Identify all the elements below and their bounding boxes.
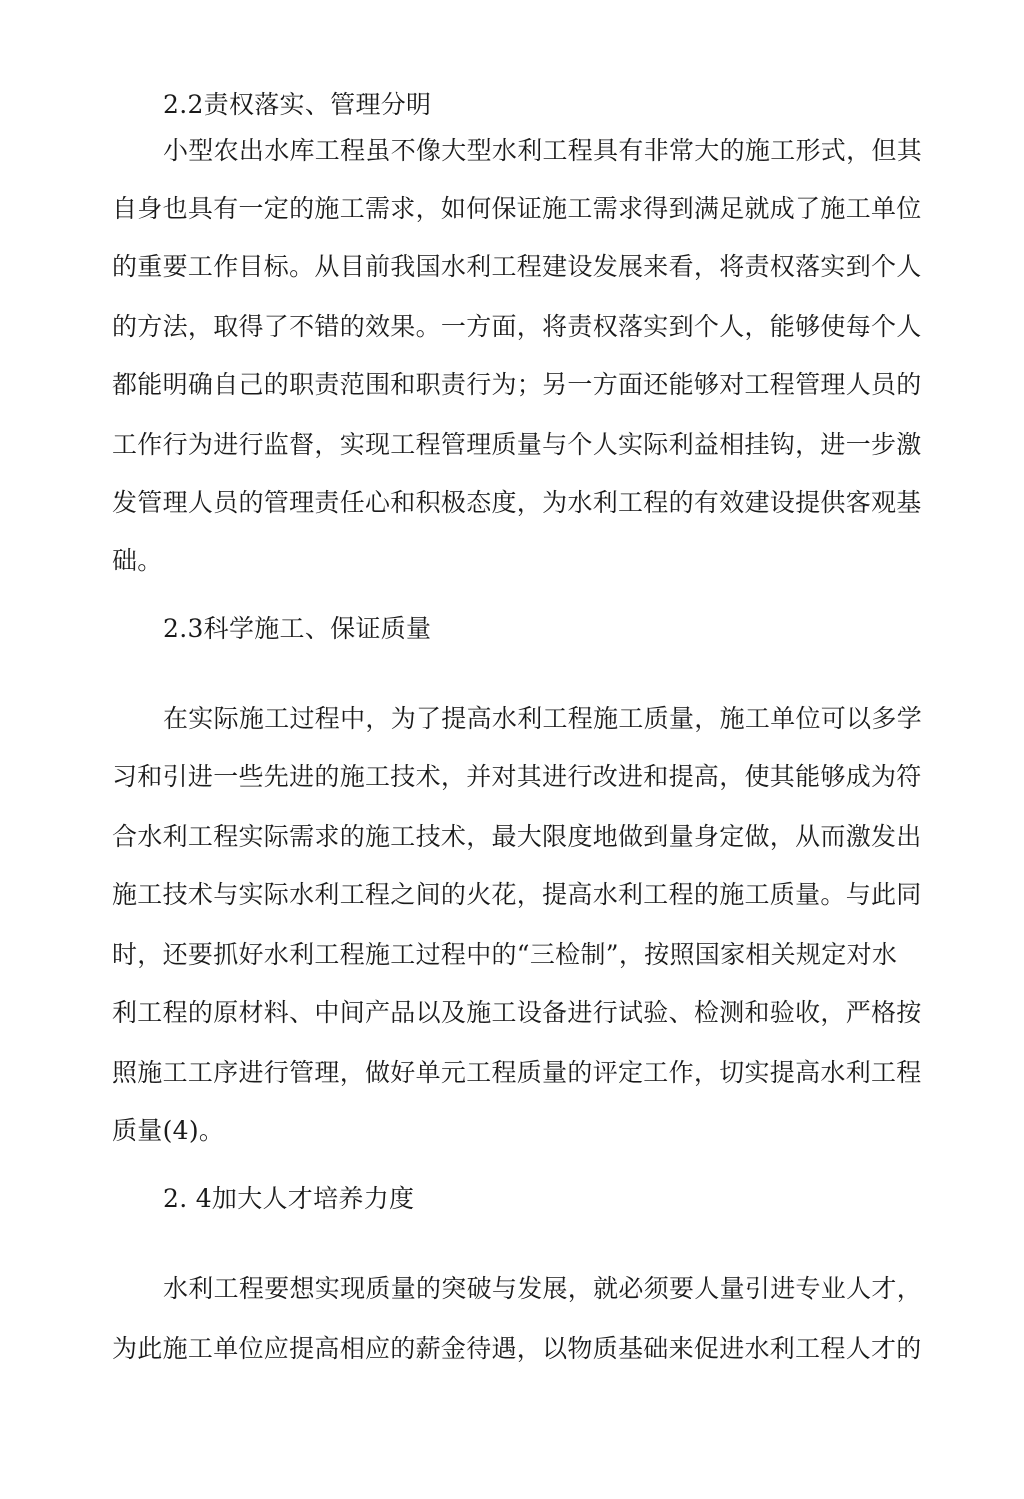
paragraph-line: 习和引进一些先进的施工技术，并对其进行改进和提高，使其能够成为符	[112, 762, 922, 791]
paragraph-line: 的重要工作目标。从目前我国水利工程建设发展来看，将责权落实到个人	[112, 252, 922, 281]
paragraph-line: 时，还要抓好水利工程施工过程中的“三检制”，按照国家相关规定对水	[112, 940, 898, 969]
paragraph-line: 利工程的原材料、中间产品以及施工设备进行试验、检测和验收，严格按	[112, 998, 922, 1027]
section-heading: 2. 4加大人才培养力度	[163, 1184, 415, 1213]
paragraph-line: 工作行为进行监督，实现工程管理质量与个人实际利益相挂钩，进一步激	[112, 430, 922, 459]
section-heading: 2.3科学施工、保证质量	[163, 614, 432, 643]
paragraph-line: 施工技术与实际水利工程之间的火花，提高水利工程的施工质量。与此同	[112, 880, 922, 909]
paragraph-line: 发管理人员的管理责任心和积极态度，为水利工程的有效建设提供客观基	[112, 488, 922, 517]
paragraph-line: 在实际施工过程中，为了提高水利工程施工质量，施工单位可以多学	[163, 704, 923, 733]
paragraph-line: 自身也具有一定的施工需求，如何保证施工需求得到满足就成了施工单位	[112, 194, 922, 223]
paragraph-line: 都能明确自己的职责范围和职责行为；另一方面还能够对工程管理人员的	[112, 370, 922, 399]
paragraph-line: 合水利工程实际需求的施工技术，最大限度地做到量身定做，从而激发出	[112, 822, 922, 851]
paragraph-line: 的方法，取得了不错的效果。一方面，将责权落实到个人，能够使每个人	[112, 312, 922, 341]
paragraph-line: 质量(4)。	[112, 1116, 225, 1145]
paragraph-line: 小型农出水库工程虽不像大型水利工程具有非常大的施工形式，但其	[163, 136, 923, 165]
section-heading: 2.2责权落实、管理分明	[163, 90, 432, 119]
paragraph-line: 水利工程要想实现质量的突破与发展，就必须要人量引进专业人才，	[163, 1274, 923, 1303]
paragraph-line: 础。	[112, 546, 163, 575]
paragraph-line: 为此施工单位应提高相应的薪金待遇，以物质基础来促进水利工程人才的	[112, 1334, 922, 1363]
paragraph-line: 照施工工序进行管理，做好单元工程质量的评定工作，切实提高水利工程	[112, 1058, 922, 1087]
